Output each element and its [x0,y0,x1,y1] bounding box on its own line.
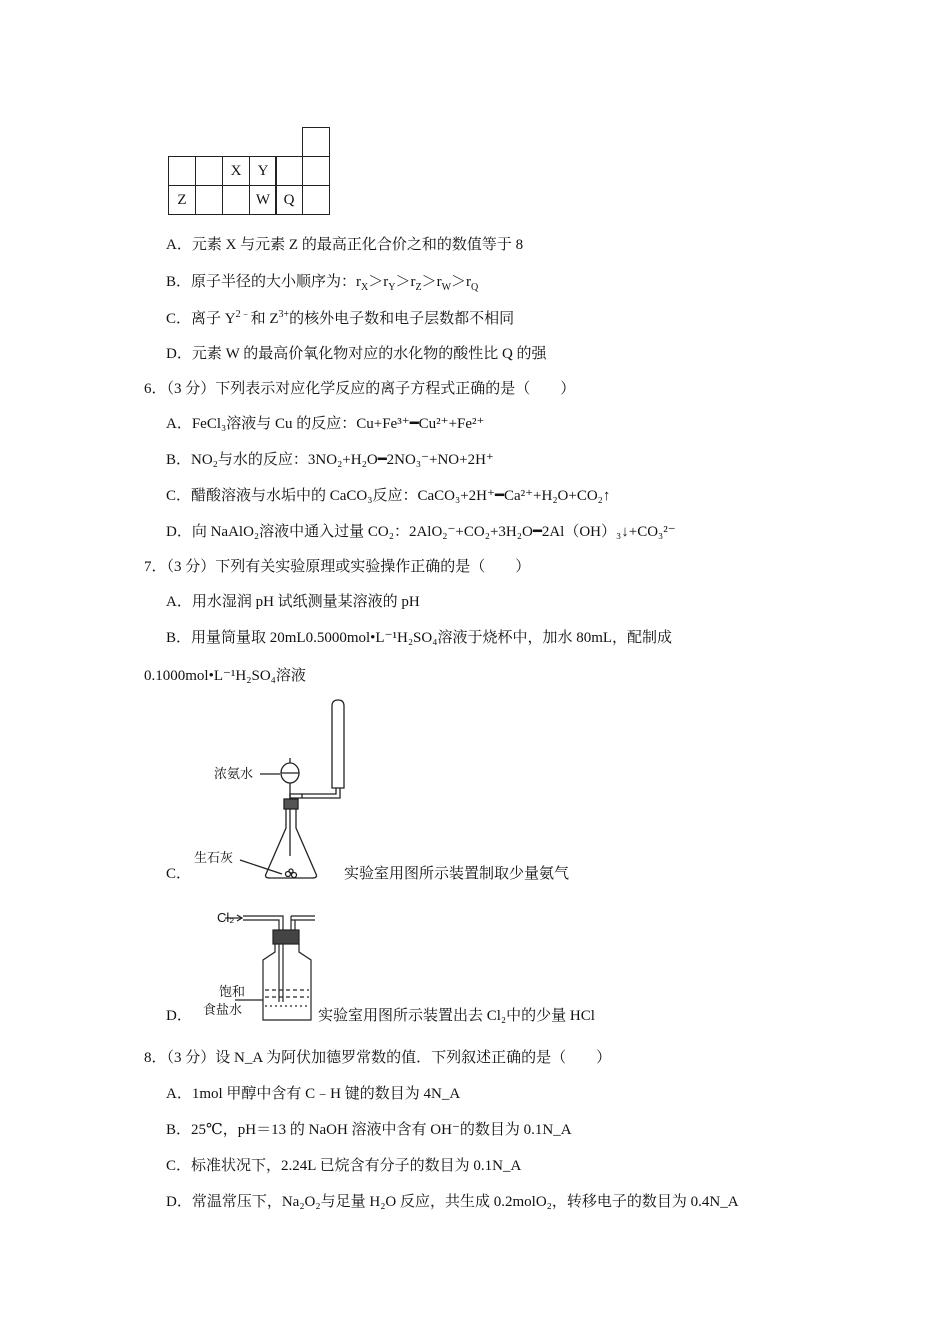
table-cell [302,127,330,157]
ammonia-apparatus-figure [190,698,360,888]
q7-stem: 7．（3 分）下列有关实验原理或实验操作正确的是（ ） [144,559,531,575]
d-fig-label-saturated: 饱和 [219,984,246,999]
table-cell [168,156,196,186]
q6-option-c: C．醋酸溶液与水垢中的 CaCO₃反应：CaCO₃+2H⁺━Ca²⁺+H₂O+CO₂↑ [166,488,611,504]
table-cell-y: Y [249,156,277,186]
q8-option-a: A．1mol 甲醇中含有 C﹣H 键的数目为 4N_A [166,1086,461,1102]
table-cell-w: W [249,185,277,215]
q8-option-c: C．标准状况下，2.24L 已烷含有分子的数目为 0.1N_A [166,1158,522,1174]
q8-option-d: D．常温常压下，Na₂O₂与足量 H₂O 反应，共生成 0.2molO₂，转移电子的数目为 0.4N_A [166,1194,739,1210]
d-fig-label-brine: 食盐水 [203,1002,243,1017]
table-cell-z: Z [168,185,196,215]
table-cell [195,156,223,186]
gas-washing-bottle-figure [195,902,325,1027]
q7-option-b-line1: B．用量筒量取 20mL0.5000mol•L⁻¹H₂SO₄溶液于烧杯中，加水 80mL，配制成 [166,630,673,646]
q7-option-c-label: C． [166,866,192,882]
table-cell [222,185,250,215]
d-fig-label-cl2: Cl₂ [217,910,235,925]
table-cell-q: Q [275,185,303,215]
table-cell [302,185,330,215]
q6-stem: 6．（3 分）下列表示对应化学反应的离子方程式正确的是（ ） [144,381,576,397]
q8-option-b: B．25℃，pH＝13 的 NaOH 溶液中含有 OH⁻的数目为 0.1N_A [166,1122,572,1138]
q5-option-b: B．原子半径的大小顺序为：$r_X>r_Y>r_Z>r_W>r_Q$ [166,274,479,293]
table-cell [195,185,223,215]
periodic-table-fragment [168,127,332,217]
q6-option-b: B．NO₂与水的反应：3NO₂+H₂O━2NO₃⁻+NO+2H⁺ [166,452,494,468]
q7-option-a: A．用水湿润 pH 试纸测量某溶液的 pH [166,594,420,610]
q8-stem: 8．（3 分）设 N_A 为阿伏加德罗常数的值．下列叙述正确的是（ ） [144,1050,612,1066]
table-cell-x: X [222,156,250,186]
q5-option-d: D．元素 W 的最高价氧化物对应的水化物的酸性比 Q 的强 [166,346,547,362]
q6-option-d: D．向 NaAlO₂溶液中通入过量 CO₂：2AlO₂⁻+CO₂+3H₂O━2Al（OH）₃↓+CO₃²⁻ [166,524,676,540]
table-cell [275,156,303,186]
q5-option-a: A．元素 X 与元素 Z 的最高正化合价之和的数值等于 8 [166,237,524,253]
table-cell [302,156,330,186]
c-fig-label-lime: 生石灰 [194,850,234,865]
q6-option-a: A．FeCl₃溶液与 Cu 的反应：Cu+Fe³⁺━Cu²⁺+Fe²⁺ [166,416,485,432]
q7-option-c-text: 实验室用图所示装置制取少量氨气 [344,866,570,882]
q7-option-b-line2: 0.1000mol•L⁻¹H₂SO₄溶液 [144,668,306,684]
q7-option-d-text: 实验室用图所示装置出去 Cl₂中的少量 HCl [318,1008,595,1024]
q7-option-d-label: D． [166,1008,192,1024]
c-fig-label-ammonia: 浓氨水 [214,766,254,781]
q5-option-c: C．离子 $Y^{2﹣}$和 $Z^{3+}$的核外电子数和电子层数都不相同 [166,309,515,327]
